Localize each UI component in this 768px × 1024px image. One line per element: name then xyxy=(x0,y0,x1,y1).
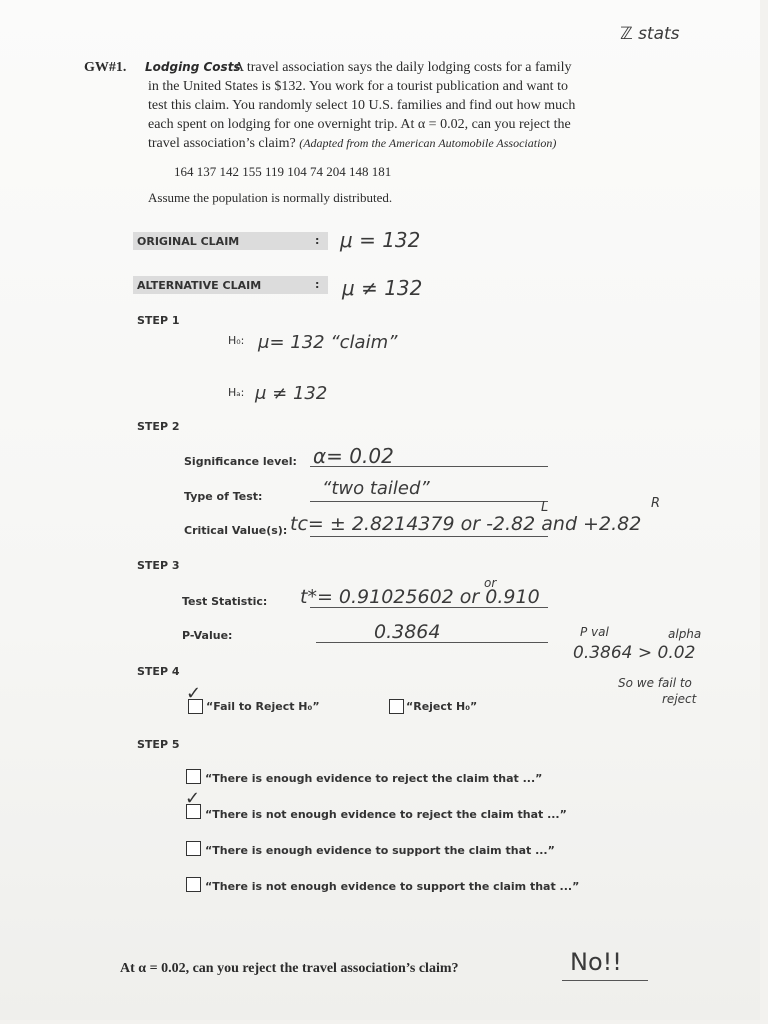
reject-checkbox[interactable] xyxy=(389,699,404,714)
test-stat-or-note: or xyxy=(484,576,497,590)
problem-line-5 xyxy=(148,136,556,152)
original-claim-colon: : xyxy=(315,234,320,247)
sig-level-label: Significance level: xyxy=(184,455,297,468)
step2-label: STEP 2 xyxy=(137,420,180,433)
test-stat-label: Test Statistic: xyxy=(182,595,268,608)
final-question: At α = 0.02, can you reject the travel association’s claim? xyxy=(120,961,459,976)
original-claim-value: μ = 132 xyxy=(340,228,421,252)
test-type-label: Type of Test: xyxy=(184,490,263,503)
final-answer-line xyxy=(562,980,648,981)
test-type-line xyxy=(310,501,548,502)
problem-line-1: A travel association says the daily lodging costs for a family xyxy=(234,60,572,75)
p-value: 0.3864 xyxy=(374,621,441,643)
test-type-value: “two tailed” xyxy=(322,478,430,499)
critical-value-line xyxy=(310,536,548,537)
problem-number: GW#1. xyxy=(84,60,127,75)
fail-to-reject-checkmark: ✓ xyxy=(186,683,202,704)
ha-value: μ ≠ 132 xyxy=(255,383,328,404)
header-note: ℤ stats xyxy=(620,24,680,44)
alternative-claim-value: μ ≠ 132 xyxy=(342,276,423,300)
h0-value: μ= 132 “claim” xyxy=(258,332,398,353)
ha-label: Hₐ: xyxy=(228,386,245,399)
fail-to-reject-label: “Fail to Reject H₀” xyxy=(206,700,320,713)
step3-label: STEP 3 xyxy=(137,559,180,572)
critical-right-mark: R xyxy=(651,496,661,511)
side-alpha: alpha xyxy=(668,627,702,641)
step4-label: STEP 4 xyxy=(137,665,180,678)
step5-option-3-checkbox[interactable] xyxy=(186,841,201,856)
step1-label: STEP 1 xyxy=(137,314,180,327)
problem-line-3: test this claim. You randomly select 10 U.S. families and find out how much xyxy=(148,98,576,113)
sig-level-value: α= 0.02 xyxy=(313,444,394,468)
test-stat-value: t*= 0.91025602 or 0.910 xyxy=(300,586,540,608)
problem-data: 164 137 142 155 119 104 74 204 148 181 xyxy=(174,164,392,179)
step5-option-3: “There is enough evidence to support the claim that ...” xyxy=(205,844,555,857)
side-compare: 0.3864 > 0.02 xyxy=(573,643,696,663)
side-conclude-1: So we fail to xyxy=(618,676,692,690)
final-answer: No!! xyxy=(570,948,622,976)
h0-label: H₀: xyxy=(228,334,245,347)
problem-line-2: in the United States is $132. You work for a tourist publication and want to xyxy=(148,79,568,94)
alternative-claim-label: ALTERNATIVE CLAIM xyxy=(137,279,262,292)
step5-option-4-checkbox[interactable] xyxy=(186,877,201,892)
p-value-label: P-Value: xyxy=(182,629,233,642)
reject-label: “Reject H₀” xyxy=(406,700,478,713)
problem-assumption: Assume the population is normally distributed. xyxy=(148,190,393,205)
problem-source: (Adapted from the American Automobile Association) xyxy=(299,136,557,150)
side-pval: P val xyxy=(580,625,609,639)
step5-option-2-checkmark: ✓ xyxy=(185,788,201,809)
problem-title: Lodging Costs xyxy=(145,60,241,74)
problem-line-5-text: travel association’s claim? xyxy=(148,136,296,151)
critical-left-mark: L xyxy=(541,500,549,515)
step5-option-4: “There is not enough evidence to support the claim that ...” xyxy=(205,880,580,893)
step5-option-1-checkbox[interactable] xyxy=(186,769,201,784)
critical-value-label: Critical Value(s): xyxy=(184,524,288,537)
side-conclude-2: reject xyxy=(662,692,697,706)
original-claim-label: ORIGINAL CLAIM xyxy=(137,235,240,248)
step5-label: STEP 5 xyxy=(137,738,180,751)
alternative-claim-colon: : xyxy=(315,278,320,291)
step5-option-1: “There is enough evidence to reject the claim that ...” xyxy=(205,772,543,785)
problem-line-4: each spent on lodging for one overnight trip. At α = 0.02, can you reject the xyxy=(148,117,571,132)
critical-value: tc= ± 2.8214379 or -2.82 and +2.82 xyxy=(290,513,642,535)
step5-option-2: “There is not enough evidence to reject the claim that ...” xyxy=(205,808,567,821)
